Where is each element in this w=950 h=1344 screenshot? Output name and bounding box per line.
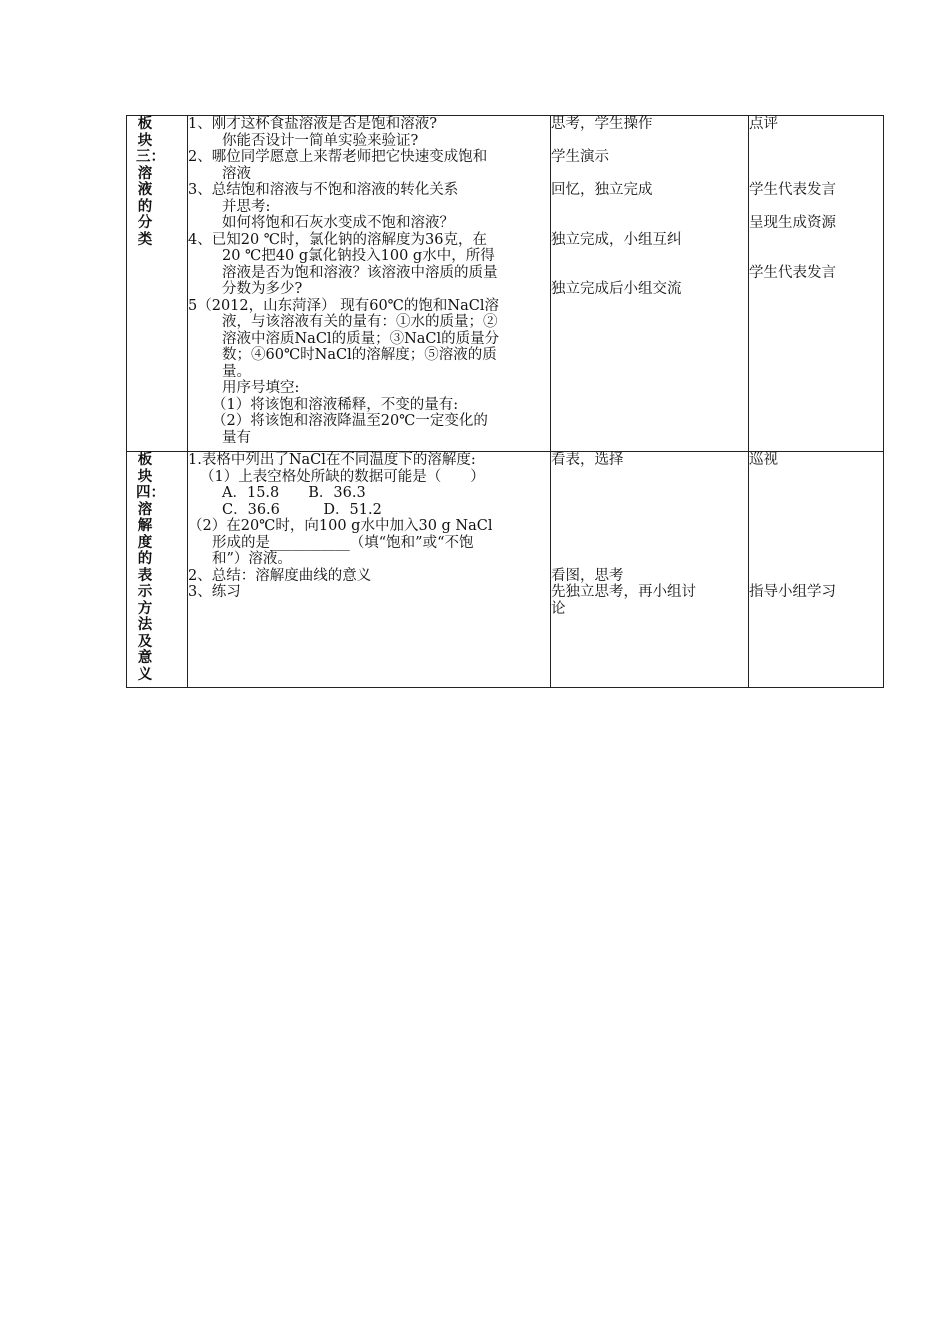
teacher-activity: 呈现生成资源 [749,215,836,231]
content-line: 3、总结饱和溶液与不饱和溶液的转化关系 [188,182,459,198]
teacher-activity: 巡视 [749,452,778,468]
content-line: C．36.6 D．51.2 [222,501,382,518]
content-line: 5（2012，山东菏泽） 现有60℃的饱和NaCl溶 [188,297,499,314]
content-line: 溶液 [222,165,251,182]
content-line: 并思考: [222,198,271,215]
student-activity: 思考，学生操作 [551,116,653,132]
teacher-activity: 指导小组学习 [749,584,836,600]
content-line: 1.表格中列出了NaCl在不同温度下的溶解度: [188,452,476,468]
section3-title-cell [127,116,188,452]
content-line: （1）上表空格处所缺的数据可能是（ ） [200,468,485,485]
section3-content-cell [188,116,551,452]
student-activity: 先独立思考，再小组讨 [551,584,696,600]
content-line: （1）将该饱和溶液稀释，不变的量有: [212,396,459,413]
content-line: A．15.8 B．36.3 [222,485,366,501]
teacher-activity: 学生代表发言 [749,182,836,198]
student-activity: 学生演示 [551,149,609,165]
content-line: 溶液中溶质NaCl的质量；③NaCl的质量分 [222,330,500,347]
student-activity: 独立完成后小组交流 [551,281,682,297]
content-line: 和”）溶液。 [212,551,292,567]
section3-teacher-cell [749,116,884,452]
content-line: 分数为多少? [222,281,303,297]
content-line: 3、练习 [188,584,241,600]
student-activity: 回忆，独立完成 [551,182,653,198]
content-line: 20 ℃把40 g氯化钠投入100 g水中，所得 [222,248,495,264]
content-line: （2）将该饱和溶液降温至20℃一定变化的 [212,413,488,429]
section4-title-cell [127,452,188,688]
student-activity: 独立完成，小组互纠 [551,231,682,248]
content-line: 用序号填空: [222,380,300,396]
content-line: （2）在20℃时，向100 g水中加入30 g NaCl [188,518,493,534]
content-line: 形成的是___________（填“饱和”或“不饱 [212,534,474,551]
section4-title: 板块四：溶解度的表示方法及意义 [136,452,165,683]
content-line: 2、总结：溶解度曲线的意义 [188,567,372,584]
content-line: 溶液是否为饱和溶液？该溶液中溶质的质量 [222,264,498,281]
section4-student-cell [551,452,749,688]
student-activity: 论 [551,600,566,617]
table-row-section4 [127,452,884,688]
student-activity: 看表，选择 [551,452,624,468]
content-line: 你能否设计一简单实验来验证? [222,132,419,149]
content-line: 量。 [222,363,251,380]
content-line: 如何将饱和石灰水变成不饱和溶液？ [222,215,454,231]
content-line: 数；④60℃时NaCl的溶解度；⑤溶液的质 [222,347,497,363]
teacher-activity: 学生代表发言 [749,264,836,281]
content-line: 4、已知20 ℃时，氯化钠的溶解度为36克，在 [188,231,487,248]
content-line: 2、哪位同学愿意上来帮老师把它快速变成饱和 [188,149,488,165]
section4-teacher-cell [749,452,884,688]
section4-content-cell [188,452,551,688]
content-line: 量有 [222,429,251,446]
section3-student-cell [551,116,749,452]
section3-title: 板块三：溶液的分类 [136,116,165,248]
content-line: 液，与该溶液有关的量有：①水的质量；② [222,314,498,330]
lesson-plan-table [126,115,884,688]
teacher-activity: 点评 [749,116,778,132]
student-activity: 看图，思考 [551,567,624,584]
table-row-section3 [127,116,884,452]
content-line: 1、刚才这杯食盐溶液是否是饱和溶液? [188,116,437,132]
